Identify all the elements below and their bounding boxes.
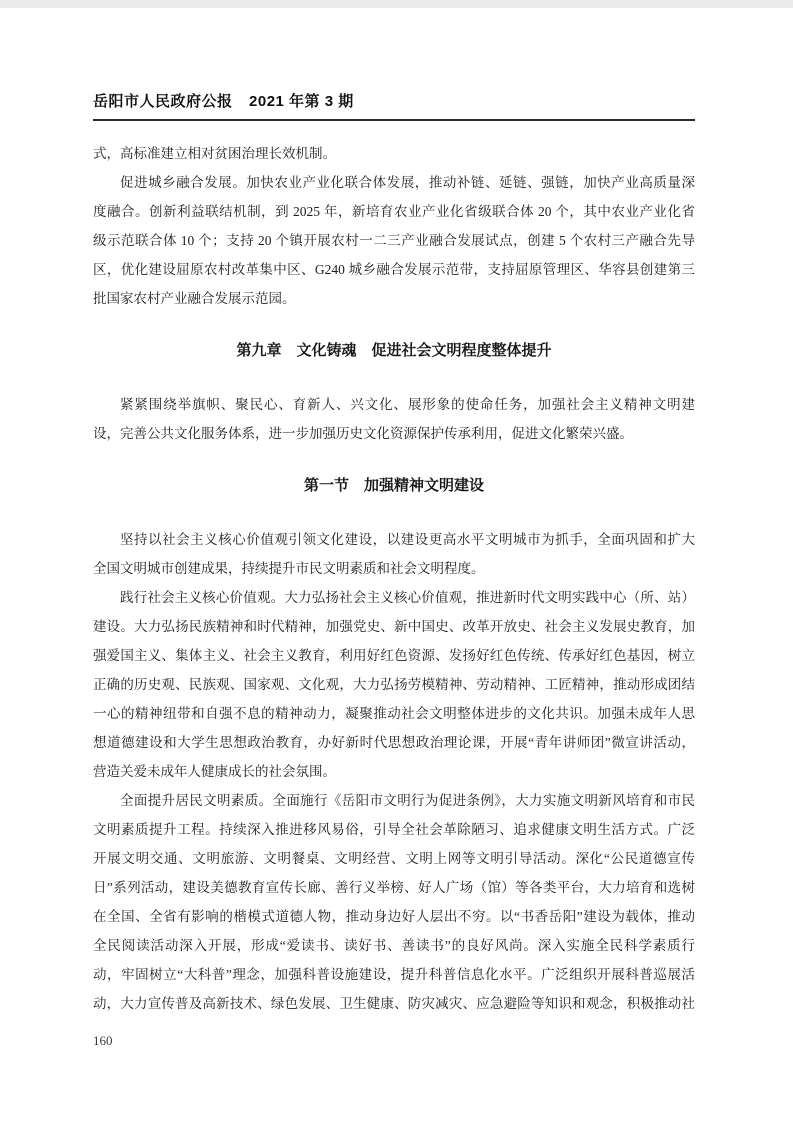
text-line: 促进城乡融合发展。加快农业产业化联合体发展，推动补链、延链、强链，加快产业高质量深 xyxy=(120,175,695,190)
page-header xyxy=(93,92,695,121)
text-line: 建设。大力弘扬民族精神和时代精神，加强党史、新中国史、改革开放史、社会主义发展史教育，加 xyxy=(93,619,695,634)
text-line: 营造关爱未成年人健康成长的社会氛围。 xyxy=(93,764,336,779)
paragraph xyxy=(93,786,695,1018)
text-line: 日”系列活动，建设美德教育宣传长廊、善行义举榜、好人广场（馆）等各类平台，大力培育和选树 xyxy=(93,880,695,895)
section-heading: 第一节 加强精神文明建设 xyxy=(303,478,484,494)
text-line: 设，完善公共文化服务体系，进一步加强历史文化资源保护传承利用，促进文化繁荣兴盛。 xyxy=(93,426,633,441)
paragraph xyxy=(93,583,695,786)
paragraph xyxy=(93,139,695,168)
text-line: 开展文明交通、文明旅游、文明餐桌、文明经营、文明上网等文明引导活动。深化“公民道德宣传 xyxy=(93,851,695,866)
text-line: 全国文明城市创建成果，持续提升市民文明素质和社会文明程度。 xyxy=(93,561,485,576)
chapter-heading: 第九章 文化铸魂 促进社会文明程度整体提升 xyxy=(236,343,552,359)
gazette-title: 岳阳市人民政府公报 xyxy=(93,93,233,110)
page-number: 160 xyxy=(93,1033,113,1048)
text-line: 动，牢固树立“大科普”理念，加强科普设施建设，提升科普信息化水平。广泛组织开展科普巡展活 xyxy=(93,967,695,982)
text-line: 正确的历史观、民族观、国家观、文化观，大力弘扬劳模精神、劳动精神、工匠精神，推动形成团结 xyxy=(93,677,695,692)
text-line: 文明素质提升工程。持续深入推进移风易俗，引导全社会革除陋习、追求健康文明生活方式。广泛 xyxy=(93,822,695,837)
paragraph xyxy=(93,525,695,583)
text-line: 践行社会主义核心价值观。大力弘扬社会主义核心价值观，推进新时代文明实践中心（所、站） xyxy=(120,590,695,605)
paragraph xyxy=(93,168,695,313)
text-line: 批国家农村产业融合发展示范园。 xyxy=(93,291,296,306)
text-line: 在全国、全省有影响的楷模式道德人物，推动身边好人层出不穷。以“书香岳阳”建设为载体，推动 xyxy=(93,909,695,924)
text-line: 强爱国主义、集体主义、社会主义教育，利用好红色资源、发扬好红色传统、传承好红色基因，树立 xyxy=(93,648,695,663)
text-line: 级示范联合体 10 个；支持 20 个镇开展农村一二三产业融合发展试点，创建 5 个农村三产融合先导 xyxy=(93,233,695,248)
paragraph xyxy=(93,390,695,448)
text-line: 全面提升居民文明素质。全面施行《岳阳市文明行为促进条例》，大力实施文明新风培育和市民 xyxy=(120,793,695,808)
text-line: 紧紧围绕举旗帜、聚民心、育新人、兴文化、展形象的使命任务，加强社会主义精神文明建 xyxy=(120,397,695,412)
text-line: 式，高标准建立相对贫困治理长效机制。 xyxy=(93,146,336,161)
document-body xyxy=(93,139,695,1018)
text-line: 动，大力宣传普及高新技术、绿色发展、卫生健康、防灾减灾、应急避险等知识和观念，积极推动社 xyxy=(93,996,695,1011)
text-line: 区，优化建设屈原农村改革集中区、G240 城乡融合发展示范带，支持屈原管理区、华容县创建第三 xyxy=(93,262,695,277)
text-line: 想道德建设和大学生思想政治教育，办好新时代思想政治理论课，开展“青年讲师团”微宣讲活动， xyxy=(93,735,695,750)
text-line: 一心的精神纽带和自强不息的精神动力，凝聚推动社会文明整体进步的文化共识。加强未成年人思 xyxy=(93,706,695,721)
text-line: 坚持以社会主义核心价值观引领文化建设，以建设更高水平文明城市为抓手，全面巩固和扩大 xyxy=(120,532,695,547)
text-line: 全民阅读活动深入开展，形成“爱读书、读好书、善读书”的良好风尚。深入实施全民科学素质行 xyxy=(93,938,695,953)
page-top-edge xyxy=(0,0,793,8)
gazette-issue: 2021 年第 3 期 xyxy=(249,93,354,110)
text-line: 度融合。创新利益联结机制，到 2025 年，新培育农业产业化省级联合体 20 个，其中农业产业化省 xyxy=(93,204,695,219)
